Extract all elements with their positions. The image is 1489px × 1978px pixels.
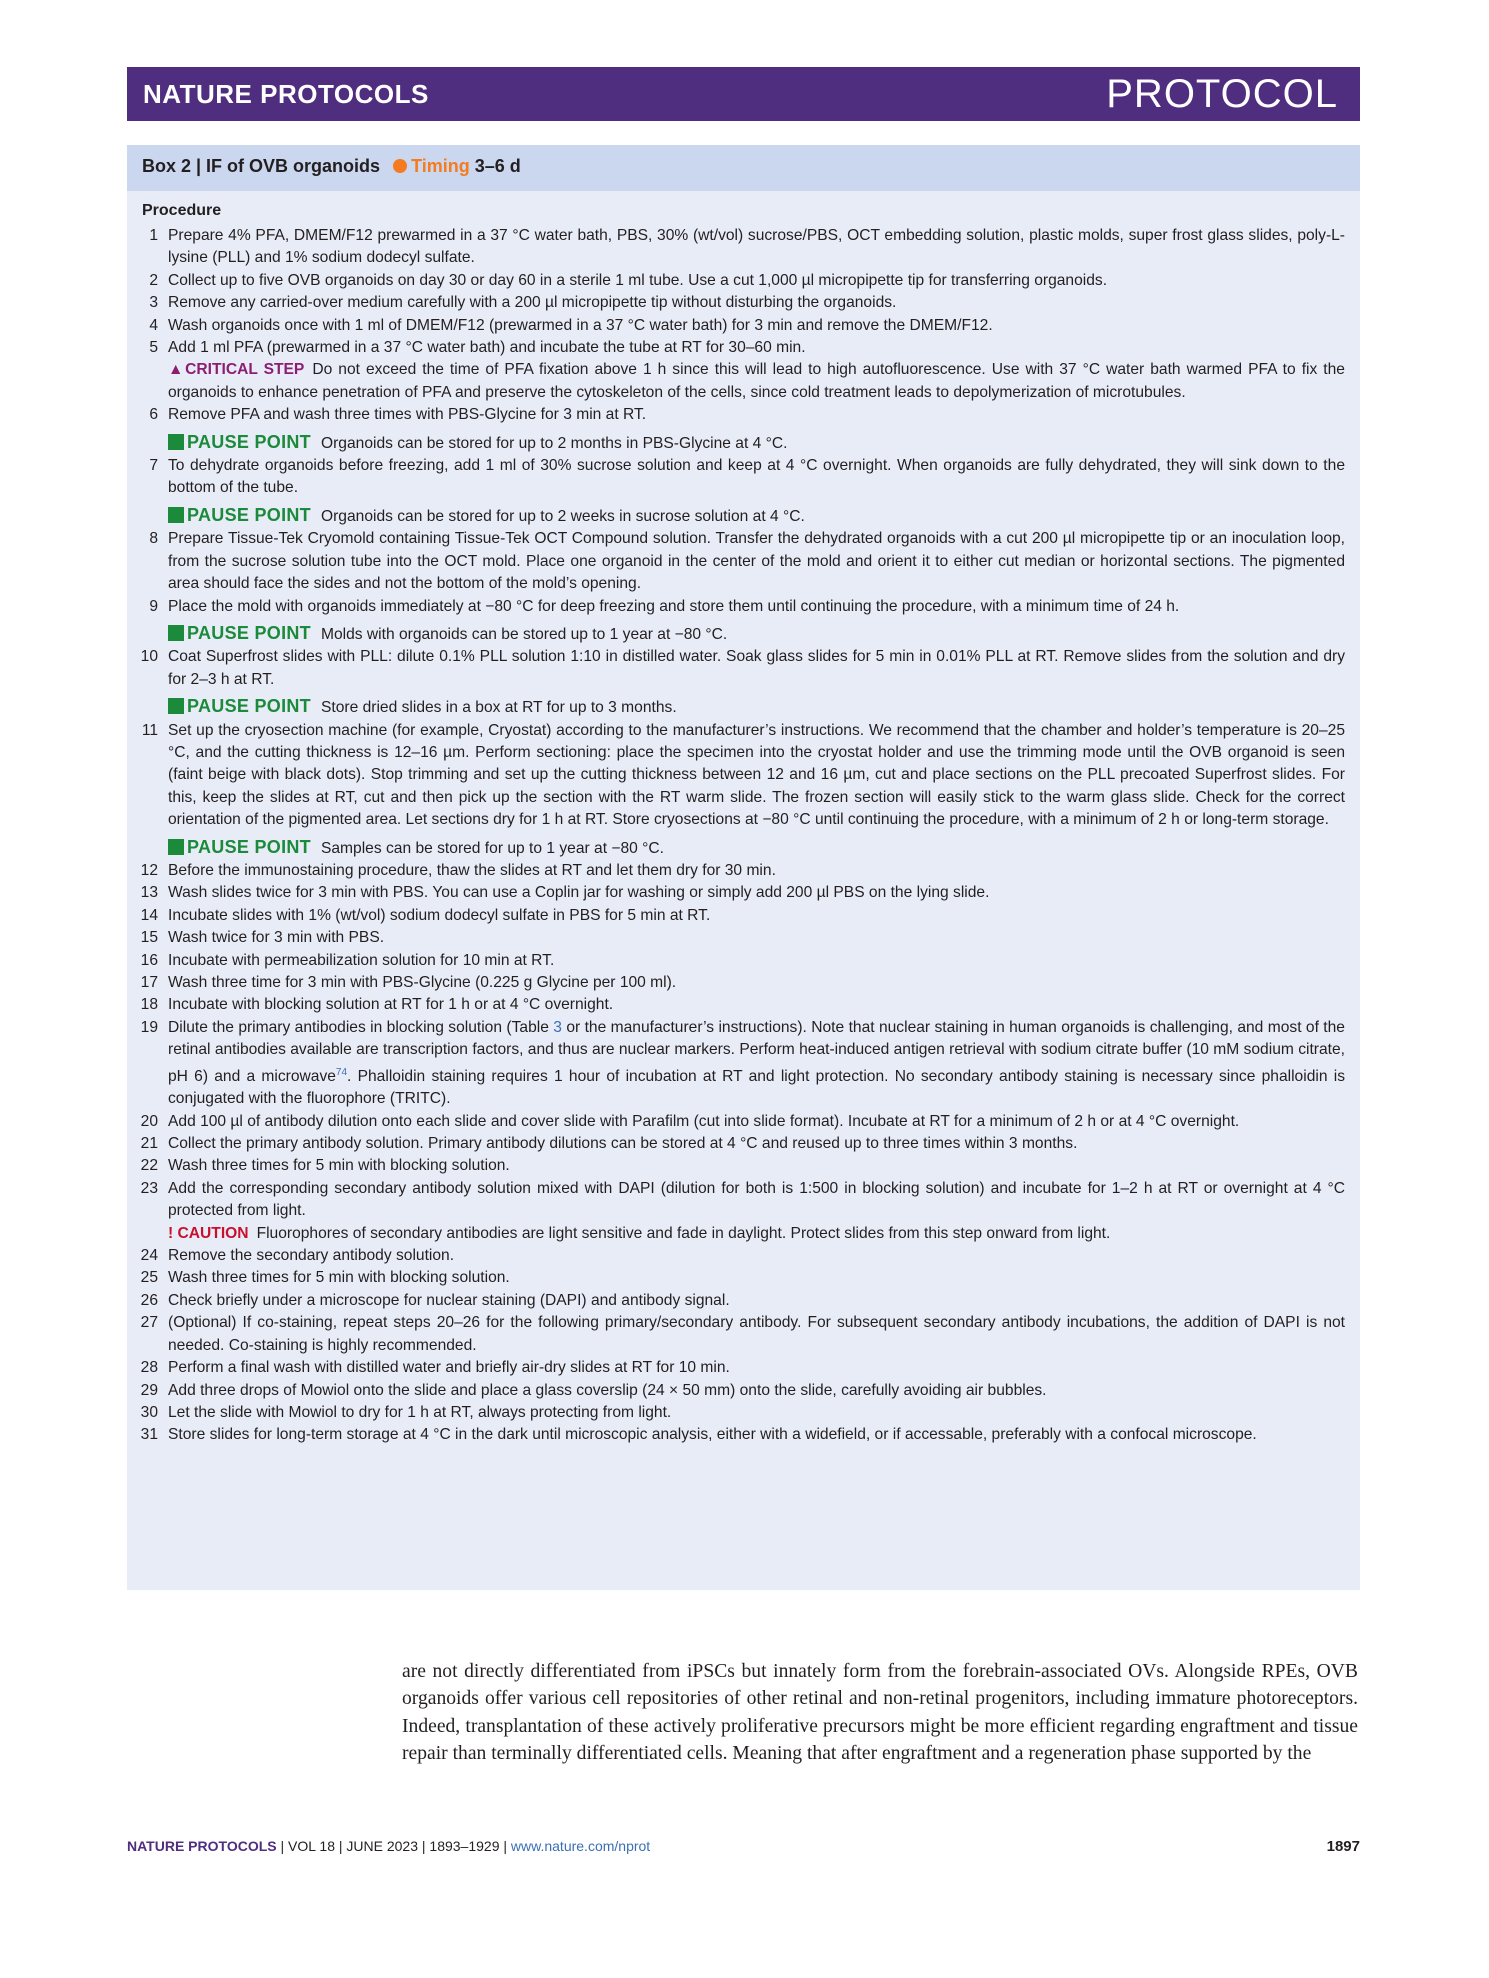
pause-point: PAUSE POINT Organoids can be stored for up to 2 weeks in sucrose solution at 4 °C. [127, 504, 1360, 528]
step-21: 21 Collect the primary antibody solution. Primary antibody dilutions can be stored at 4 °C and reused up to three times within 3 months. [140, 1135, 1078, 1153]
step-31: 31 Store slides for long-term storage at 4 °C in the dark until microscopic analysis, either with a widefield, or if accessable, preferably with a confocal microscope. [140, 1426, 1257, 1444]
step-27: 27 (Optional) If co-staining, repeat steps 20–26 for the following primary/secondary antibody. For subsequent secondary antibody incubations, the addition of DAPI is not needed. Co-staining is highly recommended. [140, 1314, 1345, 1354]
critical-step: ▲CRITICAL STEP Do not exceed the time of PFA fixation above 1 h since this will lead to high autofluorescence. Use with 37 °C water bath warmed PFA to fix the organoids to enhance penetration of PFA and preserve the cytoskeleton of the cells, since cold treatment leads to depolymerization of microtubules. [168, 361, 1345, 401]
footer-journal: NATURE PROTOCOLS [127, 1838, 277, 1854]
step-3: 3 Remove any carried-over medium carefully with a 200 µl micropipette tip without disturbing the organoids. [149, 294, 897, 312]
pause-point: PAUSE POINT Organoids can be stored for up to 2 months in PBS-Glycine at 4 °C. [127, 431, 1360, 455]
pause-square-icon [168, 507, 184, 523]
step-26: 26 Check briefly under a microscope for nuclear staining (DAPI) and antibody signal. [140, 1291, 730, 1309]
box-title: Box 2 | IF of OVB organoids [142, 156, 381, 176]
table-3-link[interactable]: 3 [553, 1018, 562, 1036]
timing-label: Timing [411, 156, 470, 176]
pause-point: PAUSE POINT Store dried slides in a box at RT for up to 3 months. [127, 695, 1360, 719]
step-20: 20 Add 100 µl of antibody dilution onto each slide and cover slide with Parafilm (cut into slide format). Incubate at RT for a minimum of 2 h or at 4 °C overnight. [140, 1112, 1240, 1130]
pause-square-icon [168, 698, 184, 714]
step-10: 10 Coat Superfrost slides with PLL: dilute 0.1% PLL solution 1:10 in distilled water. Soak glass slides for 5 min in 0.01% PLL at RT. Remove slides from the solution and dry for 2–3 h at RT. [140, 648, 1345, 688]
step-5: 5 Add 1 ml PFA (prewarmed in a 37 °C water bath) and incubate the tube at RT for 30–60 min. [149, 339, 806, 357]
step-29: 29 Add three drops of Mowiol onto the slide and place a glass coverslip (24 × 50 mm) onto the slide, carefully avoiding air bubbles. [140, 1381, 1047, 1399]
journal-banner [127, 67, 1360, 121]
pause-square-icon [168, 434, 184, 450]
step-24: 24 Remove the secondary antibody solution. [140, 1247, 455, 1265]
box-header [127, 145, 1360, 191]
step-14: 14 Incubate slides with 1% (wt/vol) sodium dodecyl sulfate in PBS for 5 min at RT. [140, 906, 711, 924]
procedure-heading: Procedure [142, 202, 222, 219]
procedure-box [127, 145, 1360, 1590]
caution-note: ! CAUTION Fluorophores of secondary antibodies are light sensitive and fade in daylight. Protect slides from this step onward from light. [168, 1224, 1111, 1242]
step-16: 16 Incubate with permeabilization solution for 10 min at RT. [140, 951, 555, 969]
step-25: 25 Wash three times for 5 min with blocking solution. [140, 1269, 510, 1287]
step-22: 22 Wash three times for 5 min with blocking solution. [140, 1157, 510, 1175]
step-13: 13 Wash slides twice for 3 min with PBS. You can use a Coplin jar for washing or simply add 200 µl PBS on the lying slide. [140, 884, 990, 902]
step-15: 15 Wash twice for 3 min with PBS. [140, 929, 385, 947]
step-1: 1 Prepare 4% PFA, DMEM/F12 prewarmed in a 37 °C water bath, PBS, 30% (wt/vol) sucrose/PBS, OCT embedding solution, plastic molds, super frost glass slides, poly-L-lysine (PLL) and 1% sodium dodecyl sulfate. [149, 227, 1345, 267]
article-type: PROTOCOL [1106, 72, 1338, 116]
step-28: 28 Perform a final wash with distilled water and briefly air-dry slides at RT for 10 min. [140, 1359, 730, 1377]
step-30: 30 Let the slide with Mowiol to dry for 1 h at RT, always protecting from light. [140, 1403, 672, 1421]
journal-name: NATURE PROTOCOLS [143, 79, 429, 109]
timing-value: 3–6 d [474, 156, 521, 176]
step-17: 17 Wash three time for 3 min with PBS-Glycine (0.225 g Glycine per 100 ml). [140, 974, 677, 991]
step-11: 11 Set up the cryosection machine (for example, Cryostat) according to the manufacturer’s instructions. We recommend that the chamber and holder’s temperature is 20–25 °C, and the cutting thickness is 12–16 µm. Perform sectioning: place the specimen into the cryostat holder and use the trimming mode until the OVB organoid is seen (faint beige with black dots). Stop trimming and set up the cutting thickness between 12 and 16 µm, cut and place sections on the PLL precoated Superfrost slides. For this, keep the slides at RT, cut and then pick up the section with the RT warm slide. The frozen section will easily stick to the warm glass slide. Check for the correct orientation of the pigmented area. Let sections dry for 1 h at RT. Store cryosections at −80 °C until continuing the procedure, with a minimum of 2 h or long-term storage. [141, 721, 1345, 829]
pause-point: PAUSE POINT Molds with organoids can be stored up to 1 year at −80 °C. [127, 622, 1360, 646]
timing-dot-icon [393, 159, 407, 173]
step-8: 8 Prepare Tissue-Tek Cryomold containing Tissue-Tek OCT Compound solution. Transfer the dehydrated organoids with a cut 200 µl micropipette tip or an inoculation loop, from the sucrose solution tube into the OCT mold. Place one organoid in the center of the mold and orient it to either cut median or horizontal sections. The pigmented area should face the sides and not the bottom of the mold’s opening. [149, 530, 1345, 593]
step-4: 4 Wash organoids once with 1 ml of DMEM/F12 (prewarmed in a 37 °C water bath) for 3 min and remove the DMEM/F12. [149, 316, 993, 334]
step-23: 23 Add the corresponding secondary antibody solution mixed with DAPI (dilution for both is 1:500 in blocking solution) and incubate for 1–2 h at RT or overnight at 4 °C protected from light. [140, 1179, 1345, 1220]
step-2: 2 Collect up to five OVB organoids on day 30 or day 60 in a sterile 1 ml tube. Use a cut 1,000 µl micropipette tip for transferring organoids. [149, 271, 1108, 289]
pause-square-icon [168, 839, 184, 855]
step-9: 9 Place the mold with organoids immediately at −80 °C for deep freezing and store them until continuing the procedure, with a minimum time of 24 h. [149, 597, 1180, 615]
pause-square-icon [168, 625, 184, 641]
pause-point: PAUSE POINT Samples can be stored for up to 1 year at −80 °C. [127, 836, 1360, 860]
step-7: 7 To dehydrate organoids before freezing, add 1 ml of 30% sucrose solution and keep at 4 °C overnight. When organoids are fully dehydrated, they will sink down to the bottom of the tube. [149, 457, 1345, 497]
page-footer [127, 1838, 1360, 1854]
step-12: 12 Before the immunostaining procedure, thaw the slides at RT and let them dry for 30 min. [140, 861, 776, 879]
body-paragraph: are not directly differentiated from iPSCs but innately form from the forebrain-associated OVs. Alongside RPEs, OVB organoids offer various cell repositories of other retinal and non-retinal progenitors, including immature photoreceptors. Indeed, transplantation of these actively proliferative precursors might be more efficient regarding engraftment and tissue repair than terminally differentiated cells. Meaning that after engraftment and a regeneration phase supported by the [402, 1661, 1358, 1765]
page-number: 1897 [1326, 1838, 1360, 1855]
reference-74-link[interactable]: 74 [335, 1066, 348, 1078]
footer-citation: | VOL 18 | JUNE 2023 | 1893–1929 | [280, 1838, 508, 1854]
step-6: 6 Remove PFA and wash three times with PBS-Glycine for 3 min at RT. [149, 406, 647, 424]
footer-url-link[interactable]: www.nature.com/nprot [510, 1838, 651, 1854]
steps-list [127, 225, 1360, 1447]
caution-label: ! CAUTION [168, 1224, 249, 1242]
critical-step-label: ▲CRITICAL STEP [168, 361, 305, 379]
step-19: 19 Dilute the primary antibodies in blocking solution (Table 3 or the manufacturer’s instructions). Note that nuclear staining in human organoids is challenging, and most of the retinal antibodies available are transcription factors, and thus are nuclear markers. Perform heat-induced antigen retrieval with sodium citrate buffer (10 mM sodium citrate, pH 6) and a microwave$^{74}$. Phalloidin staining requires 1 hour of incubation at RT and light protection. No secondary antibody staining is necessary since phalloidin is conjugated with the fluorophore (TRITC). [140, 1018, 1345, 1108]
step-18: 18 Incubate with blocking solution at RT for 1 h or at 4 °C overnight. [140, 996, 614, 1014]
